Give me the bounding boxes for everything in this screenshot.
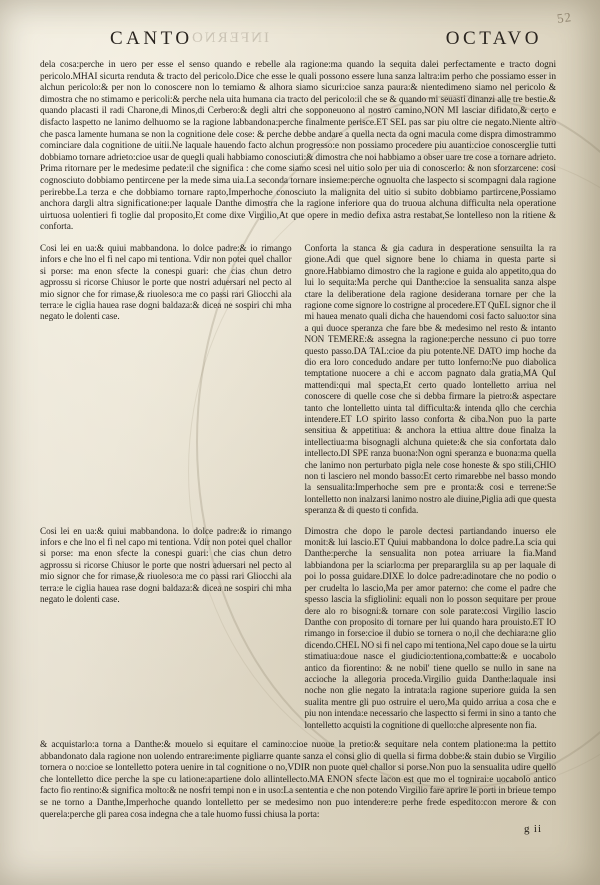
- folio-annotation: 52: [555, 9, 573, 26]
- commentary-paragraph-bottom-text: & acquistarlo:a torna a Danthe:& mouelo si equitare el camino:cioe nuoue la pretio:& sequitare nela contem platione:ma la pettito abbandonato dala ragione non uolendo entrare:imente pigliarre quante sanza el consi glio di quella si firma dobbe:& stain dubio se Virgilio tornera o no:cioe se lontelletto potera uenire in tal cognitione o no,VDIR non puote quel challor si porse.Non puo la sensualita udire quello che lontelletto dice perche la spe cu latione:apartiene dolo allintellecto.MA ENON sfecte lacon est que mo el tognirai:e uocabolo antico facto fio rentino:& significa molto:& ne nosfri tempi non e in uso:La sententia e che non potendo Virgilio fare aprire le porti in brieue tempo se ne torno a Danthe,Imperhoche quando lontelletto per se medesimo non puo intendere:re perhe frede espedito:con merore & con querela:perche gli parea cosa indegna che a tale huomo fussi chiusa la porta:: [40, 739, 556, 820]
- running-head: [40, 28, 556, 50]
- commentary-column-right: [305, 243, 557, 517]
- commentary-column-lower-right: [305, 526, 557, 731]
- verse-column-lower-left: [40, 526, 292, 731]
- commentary-text-lower-right: Dimostra che dopo le parole dectesi partiandando inuerso ele monit:& lui lascio.ET Quiui mabbandona lo dolce padre.La scia qui Danthe:perche la sensualita non potea arriuare la fia.Mand labbiandona per la sciarlo:ma per prepararglila su ap per laquale di poi lo possa guidare.DIXE lo dolce padre:adinotare che no podio o per crudelta lo lascio,Ma per amor paterno: che come el padre che spesso lascia la sfigliolini: equali non lo posson sequitare per proue dere alo ro bisogni:& tornare con sole parate:cosi Virgilio lascio Danthe con proposito di tornare per lui quando hara prouisto.ET IO rimango in forse:cioe il dubio se tornera o no,il che dechiara:ne glio dicendo.CHEL NO si fi nel capo mi tentiona,Nel capo doue se la uirtu stimatiua:doue nasce el giudicio:tentiona,combatte:& e uocabolo antico da fiorentino: & ne nobil' tiene quello se nullo in sane na accioche la allegoria proceda.Virgilio guida Danthe:laquale insi noche non glie negato la intrata:la ragione superiore guida la sen sualita mentre gli puo ostruire el uero,Ma quido arriua a cosa che e piu non intenda:e necessario che laspectto si fermi in sino a tanto che lontelletto acquisti la cognitione di quello:che alpresente non fia.: [304, 525, 556, 730]
- bleed-through-text: INFERNO: [190, 30, 270, 46]
- commentary-paragraph-bottom: [40, 739, 556, 835]
- commentary-text-upper-right: Conforta la stanca & gia cadura in desperatione sensuilta la ra gione.Adi que quel signore bene lo chiama in questa parte si gnore.Habbiamo dimostro che la ragione e guida alo appetito,qua do lui lo sequita:Ma perche qui Danthe:cioe la sensualita sanza alspe ctare la deliberatione dela ragione desiderana tornare per che la ragione come signore lo costrigne al procedere.ET QuEL signor che il mi hauea menato quali dicha che hauendomi cosi facto saluo:tor sina a qui duoce speranza che fare bbe & medesimo nel resto & intanto NON TEMERE:& assegna la ragione:perche nessuno ci puo torre questo passo.DA TAL:cioe da piu potente.NE DATO imp hoche da dio era loro concedudo andare per tutto lonferno:Ne puo diabolica temptatione nuocere a chi e accom pagnato dala gratia,MA QuI mattendi:qui mal specta,Et certo quado lontelletto arriua nel conoscere di quelle cose che si debba firmare la pietro:& aspectare tanto che lontelletto uinta tal difficulta:& intenda qllo che cerchia intendere.ET LO spirito lasso conforta & ciba.Non puo la parte sensitiua & appetitiua: & anchora la ettiua alttre doue finalza la intellectiua:ma bisognagli alchuna quiete:& che sia confortata dalo intellecto.DI SPE ranza buona:Non ogni speranza e buona:ma quella che lanimo non perturbato pigla nele cose honeste & spo stili,CHIO non ti lasciero nel mondo basso:Et certo rimarebbe nel basso mondo la sensualita:Imperhoche sem pre e pronta:& cosi e terrene:Se lontelletto non inalzarsi lanimo nostro ale diuine,Piglia adi que questa speranza & di questo ti confida.: [304, 242, 556, 516]
- commentary-paragraph-top: dela cosa:perche in uero per esse el senso quando e rebelle ala ragione:ma quando la sequita dalei perfectamente e tracto dogni pericolo.MHAI sicurta renduta & tracto del pericolo.Dice che esse le quali possono essere luna sanza laltra:im perho che possiamo esser in alchun pericolo:& per non lo conoscere non lo temiamo & alhora siamo sicuri:cioe sanza paura:& nientedimeno siamo nel pericolo & dimostra che no stimamo e pericoli:& perche nela uita humana cia tracto del pericolo:il che se & quando mi seuasti dinanzi alle tre bestie.& quando placasti il radi Charone,di Minos,di Cerbero:& degli altri che sopponeuono al nostro camino,NON MI lasciar difidato,& certo e disfacto laspetto ne lanimo delhuomo se la ragione labbandona:perche finalmente perisce.ET SEL pas sar piu oltre cie negato.Niente altro che pasca lamente humana se non la cognitione dele cose: & perche debbe andare a quella necta da ogni macula come dispra dimostrammo cominciare dala cognitione de uitii.Ne laquale hauendo facto alchun progresso:e non possiamo procedere piu auanti:cioe conoscerglie tutti dobbiamo tornare adrieto:cioe usar de quegli quali habbiamo conosciuti:& dimostra che noi habbiamo a obser uare tre cose a tornare adrieto. Prima ritornare per le medesime pedate:il che significa : che come siamo scesi nel uitio solo per uia di conoscerlo: & non sforzarcene: cosi cognosciuto dobbiamo pentircene per la mede sima uia.La seconda tornare insieme:perche ognuolta che laspecto si scompagni dala ragione perirebbe.La terza e che dobbiamo tornare rapto,Imperhoche conosciuto la malignita del uitio si subito dobbiamo partircene,Possiamo anchora dargli altra significatione:per laquale Danthe dimostra che la ragione inferiore qua do truoua alchuna difficulta nela operatione uirtuosa uolentieri fi toglie dal proposito,Et come dixe Virgilio,At que opere in medio defixa astra restabat,Se lontelleso non la ritiene & conforta.: [40, 60, 556, 233]
- signature-mark: g ii: [523, 822, 542, 835]
- page-content: [40, 28, 556, 835]
- two-column-block-lower: [40, 526, 556, 731]
- two-column-block-upper: [40, 243, 556, 517]
- verse-text-upper-left: Cosi lei en ua:& quiui mabbandona. lo dolce padre:& io rimango infors e che lno el fi nel capo mi tentiona. Vdir non potei quel challor si porse: ma enon sfecte la conespi guari: che cias chun detro agprossu si ricorse Chiusor le porte que nostri aduersari nel pecto al mio signor che for rimase,& riuoleso:a me co passi rari Gliocchi ala terra:e le ciglia hauea rase dogni baldaza:& dicea ne sospiri chi mha negato le dolenti case.: [40, 242, 292, 322]
- verse-text-lower-left: Cosi lei en ua:& quiui mabbandona. lo dolce padre:& io rimango infors e che lno el fi nel capo mi tentiona. Vdir non potei quel challor si porse: ma enon sfecte la conespi guari: che cias chun detro agprossu si ricorse Chiusor le porte que nostri aduersari nel pecto al mio signor che for rimase,& riuoleso:a me co passi rari Gliocchi ala terra:e le ciglia hauea rase dogni baldaza:& dicea ne sospiri chi mha negato le dolenti case.: [40, 525, 292, 605]
- running-head-left: CANTO: [110, 28, 193, 49]
- verse-column-left: [40, 243, 292, 517]
- running-head-right: OCTAVO: [445, 28, 542, 49]
